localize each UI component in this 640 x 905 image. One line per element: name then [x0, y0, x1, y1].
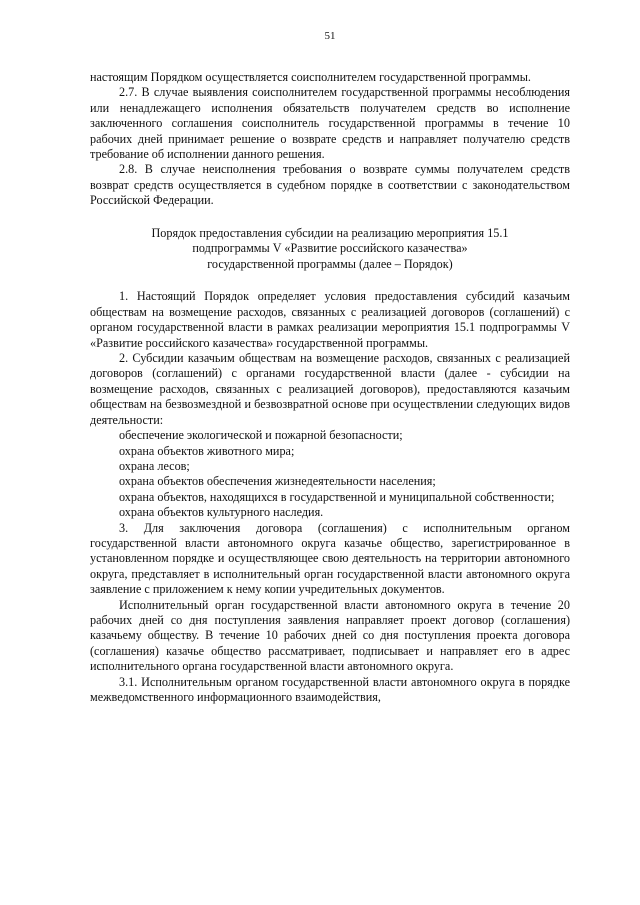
heading-line-1: Порядок предоставления субсидии на реализацию мероприятия 15.1 [151, 225, 509, 240]
main-section [90, 289, 570, 705]
list-item: охрана объектов, находящихся в государственной и муниципальной собственности; [119, 489, 555, 504]
list-item: охрана объектов обеспечения жизнедеятельности населения; [119, 474, 436, 489]
top-section [90, 70, 570, 209]
list-item: охрана лесов; [119, 458, 190, 473]
paragraph-3-1: 3.1. Исполнительным органом государственной власти автономного округа в порядке межведомственного информационного взаимодействия, [90, 674, 570, 704]
paragraph-2-8: 2.8. В случае неисполнения требования о возврате суммы получателем средств возврат средств осуществляется в судебном порядке в соответствии с законодательством Российской Федерации. [90, 162, 570, 208]
list-item: охрана объектов культурного наследия. [119, 505, 324, 520]
paragraph-continuation: настоящим Порядком осуществляется соисполнителем государственной программы. [90, 70, 531, 84]
paragraph-2-7: 2.7. В случае выявления соисполнителем государственной программы несоблюдения или ненадлежащего исполнения обязательств получателем средств во исполнение заключенного соглашения соисполнитель государственной программы в течение 10 рабочих дней принимает решение о возврате средств и направляет получателю средств требование об исполнении данного решения. [90, 85, 570, 162]
list-item: обеспечение экологической и пожарной безопасности; [119, 428, 403, 443]
paragraph-3: 3. Для заключения договора (соглашения) с исполнительным органом государственной власти автономного округа казачье общество, зарегистрированное в установленном порядке и осуществляющее свою деятельность на территории автономного округа, представляет в исполнительный орган государственной власти автономного округа заявление с приложением к нему копии учредительных документов. [90, 520, 570, 597]
paragraph-1: 1. Настоящий Порядок определяет условия предоставления субсидий казачьим обществам на возмещение расходов, связанных с реализацией договоров (соглашений) с органом государственной власти в рамках реализации мероприятия 15.1 подпрограммы V «Развитие российского казачества» государственной программы. [90, 289, 570, 350]
section-heading [90, 226, 570, 273]
page-number: 51 [324, 30, 336, 42]
paragraph-2: 2. Субсидии казачьим обществам на возмещение расходов, связанных с реализацией договоров (соглашений) с органами государственной власти (далее - субсидии на возмещение расходов, связанных с реализацией договоров), предоставляются казачьим обществам на безвозмездной и безвозвратной основе при осуществлении следующих видов деятельности: [90, 351, 570, 427]
list-item: охрана объектов животного мира; [119, 443, 295, 458]
heading-line-3: государственной программы (далее – Порядок) [207, 256, 453, 271]
heading-line-2: подпрограммы V «Развитие российского казачества» [192, 241, 468, 256]
paragraph-3-cont: Исполнительный орган государственной власти автономного округа в течение 20 рабочих дней со дня поступления заявления направляет проект договор (соглашения) казачьему обществу. В течение 10 рабочих дней со дня поступления проекта договора (соглашения) казачье общество рассматривает, подписывает и направляет его в адрес исполнительного органа государственной власти автономного округа. [90, 597, 570, 674]
